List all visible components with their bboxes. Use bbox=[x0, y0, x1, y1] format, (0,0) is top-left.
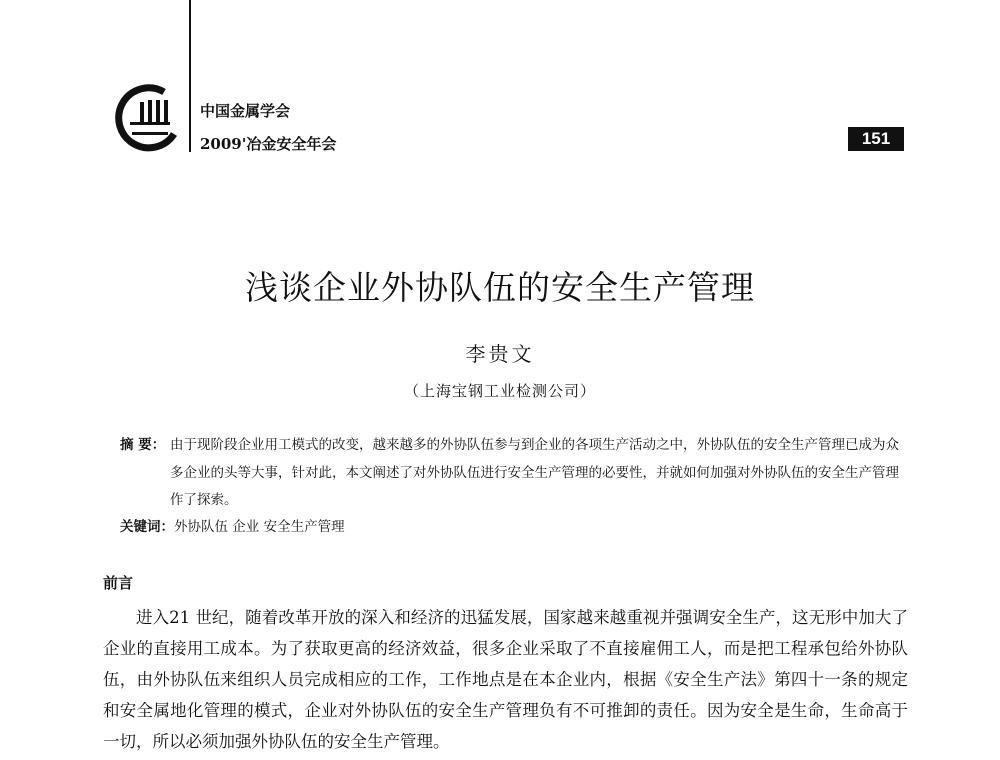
author-affiliation: （上海宝钢工业检测公司） bbox=[403, 382, 596, 400]
abstract bbox=[120, 432, 910, 515]
conference-name: 2009'冶金安全年会 bbox=[200, 135, 337, 153]
page-number: 151 bbox=[848, 127, 904, 151]
keywords-label: 关键词： bbox=[120, 519, 174, 535]
keywords-text: 外协队伍 企业 安全生产管理 bbox=[174, 519, 345, 535]
article-title: 浅谈企业外协队伍的安全生产管理 bbox=[245, 268, 755, 307]
author-name: 李贵文 bbox=[465, 342, 535, 366]
body-paragraph: 进入21 世纪，随着改革开放的深入和经济的迅猛发展，国家越来越重视并强调安全生产，这无形中加大了企业的直接用工成本。为了获取更高的经济效益，很多企业采取了不直接雇佣工人，而是把工程承包给外协队伍，由外协队伍来组织人员完成相应的工作，工作地点是在本企业内，根据《安全生产法》第四十一条的规定和安全属地化管理的模式，企业对外协队伍的安全生产管理负有不可推卸的责任。因为安全是生命，生命高于一切，所以必须加强外协队伍的安全生产管理。 bbox=[103, 608, 908, 751]
society-name: 中国金属学会 bbox=[200, 102, 291, 120]
header-divider-line bbox=[189, 0, 191, 152]
section-heading: 前言 bbox=[103, 574, 134, 592]
keywords bbox=[120, 515, 345, 535]
abstract-label: 摘 要： bbox=[120, 437, 166, 453]
society-logo-icon bbox=[112, 82, 184, 154]
abstract-text: 由于现阶段企业用工模式的改变，越来越多的外协队伍参与到企业的各项生产活动之中，外协队伍的安全生产管理已成为众多企业的头等大事，针对此，本文阐述了对外协队伍进行安全生产管理的必要性，并就如何加强对外协队伍的安全生产管理作了探索。 bbox=[170, 437, 899, 508]
